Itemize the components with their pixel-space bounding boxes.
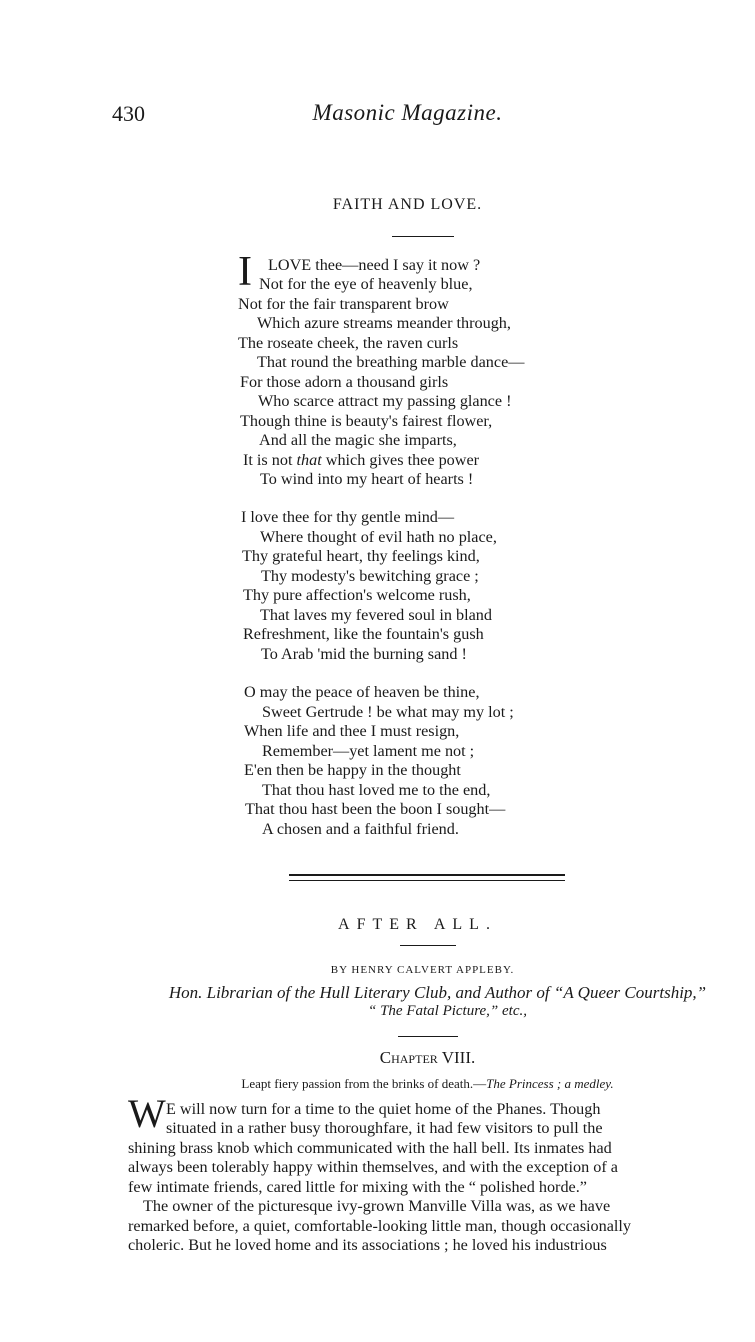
prose-line: few intimate friends, cared little for mixing with the “ polished horde.” — [128, 1178, 587, 1196]
poem-line: That thou hast been the boon I sought— — [245, 800, 506, 818]
poem-line: Thy modesty's bewitching grace ; — [261, 567, 479, 585]
section-divider-thin — [289, 880, 565, 881]
prose-line: situated in a rather busy thoroughfare, it had few visitors to pull the — [166, 1119, 603, 1137]
title-rule — [392, 236, 454, 237]
poem-line: Sweet Gertrude ! be what may my lot ; — [262, 703, 514, 721]
poem-line: Which azure streams meander through, — [257, 314, 511, 332]
prose-line: remarked before, a quiet, comfortable-looking little man, though occasionally — [128, 1217, 631, 1235]
epigraph-text: Leapt fiery passion from the brinks of death.— — [241, 1076, 487, 1091]
chapter-heading: Chapter VIII. — [379, 1048, 476, 1067]
poem-line: That thou hast loved me to the end, — [262, 781, 491, 799]
story-title: AFTER ALL. — [338, 916, 497, 933]
poem-line: Who scarce attract my passing glance ! — [258, 392, 512, 410]
author-affiliation: Hon. Librarian of the Hull Literary Club, and Author of “A Queer Courtship,” — [168, 983, 707, 1002]
page-number: 430 — [112, 101, 145, 126]
poem-line: Not for the eye of heavenly blue, — [259, 275, 473, 293]
prose-line: shining brass knob which communicated with the hall bell. Its inmates had — [128, 1139, 612, 1157]
poem-line: O may the peace of heaven be thine, — [244, 683, 480, 701]
byline: BY HENRY CALVERT APPLEBY. — [330, 964, 515, 976]
epigraph — [0, 1076, 755, 1092]
story-title-rule — [400, 945, 456, 946]
poem-drop-cap: I — [238, 249, 252, 295]
poem-title: FAITH AND LOVE. — [332, 196, 483, 213]
poem-line: And all the magic she imparts, — [259, 431, 457, 449]
poem-line: Thy pure affection's welcome rush, — [243, 586, 471, 604]
running-title: Masonic Magazine. — [312, 100, 503, 125]
author-affiliation-cont: “ The Fatal Picture,” etc., — [367, 1003, 527, 1019]
poem-line: Though thine is beauty's fairest flower, — [240, 412, 493, 430]
poem-line: The roseate cheek, the raven curls — [238, 334, 459, 352]
poem-line: Refreshment, like the fountain's gush — [243, 625, 484, 643]
poem-line: Thy grateful heart, thy feelings kind, — [242, 547, 480, 565]
poem-line: Not for the fair transparent brow — [238, 295, 449, 313]
epigraph-source: The Princess ; a medley. — [486, 1076, 614, 1091]
poem-line: That round the breathing marble dance— — [257, 353, 525, 371]
poem-line: It is not that which gives thee power — [243, 451, 480, 469]
section-divider-thick — [289, 874, 565, 876]
prose-line: E will now turn for a time to the quiet home of the Phanes. Though — [166, 1100, 601, 1118]
poem-line: Remember—yet lament me not ; — [262, 742, 475, 760]
byline-rule — [398, 1036, 458, 1037]
poem-line: I love thee for thy gentle mind— — [241, 508, 455, 526]
poem-line: For those adorn a thousand girls — [240, 373, 449, 391]
story-drop-cap: W — [128, 1091, 166, 1136]
poem-line: LOVE thee—need I say it now ? — [268, 256, 481, 274]
prose-line: always been tolerably happy within themselves, and with the exception of a — [128, 1158, 618, 1176]
prose-line: The owner of the picturesque ivy-grown Manville Villa was, as we have — [143, 1197, 611, 1215]
poem-line: E'en then be happy in the thought — [244, 761, 461, 779]
poem-line: Where thought of evil hath no place, — [260, 528, 497, 546]
poem-line: To wind into my heart of hearts ! — [260, 470, 474, 488]
poem-line: To Arab 'mid the burning sand ! — [261, 645, 467, 663]
prose-line: choleric. But he loved home and its associations ; he loved his industrious — [128, 1236, 607, 1254]
poem-line: A chosen and a faithful friend. — [262, 820, 459, 838]
poem-line: That laves my fevered soul in bland — [260, 606, 492, 624]
poem-line: When life and thee I must resign, — [244, 722, 460, 740]
